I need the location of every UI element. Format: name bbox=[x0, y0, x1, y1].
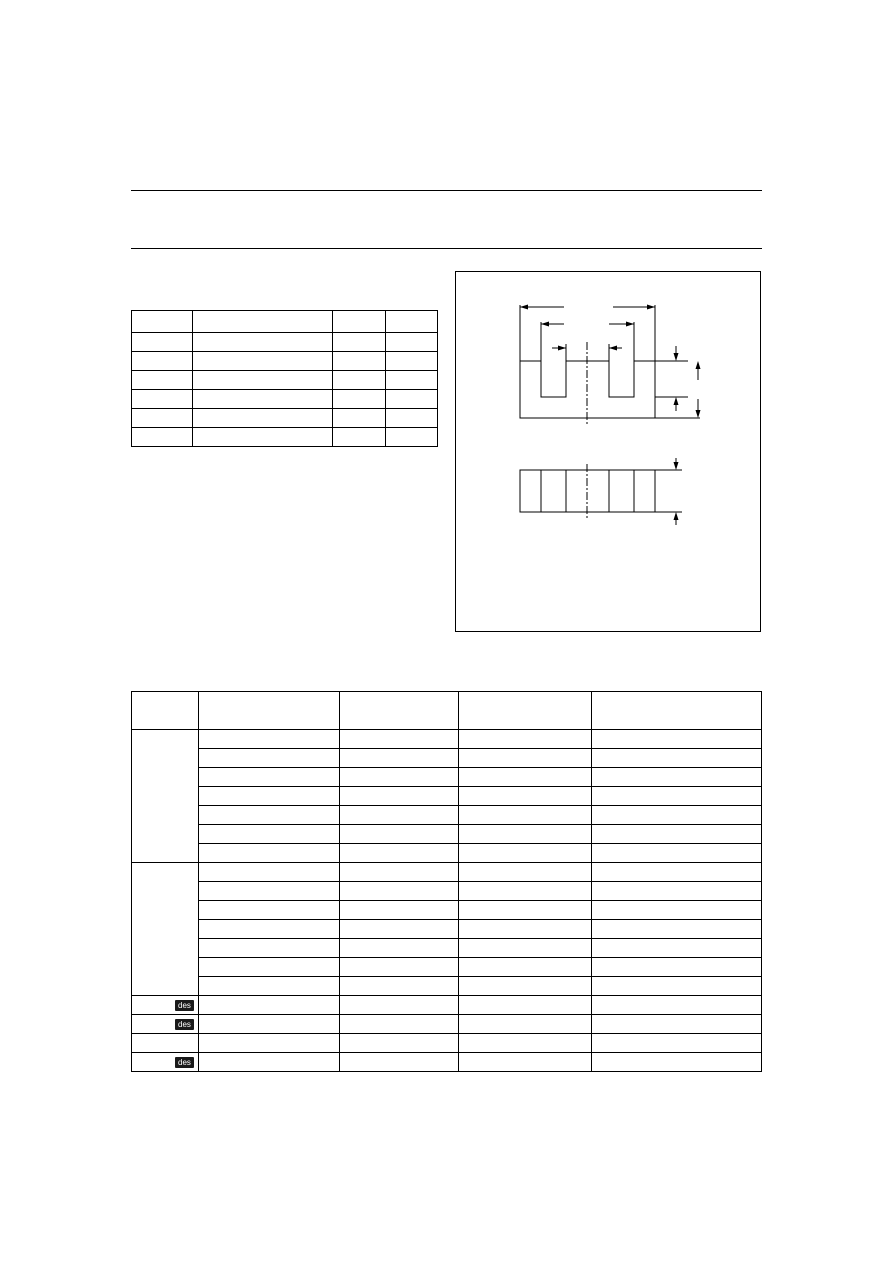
table-cell bbox=[198, 958, 339, 977]
table-row bbox=[132, 863, 762, 882]
arrow-icon bbox=[520, 305, 528, 310]
table-cell bbox=[592, 901, 762, 920]
table-cell bbox=[198, 939, 339, 958]
table-cell bbox=[132, 371, 193, 390]
table-cell bbox=[339, 787, 459, 806]
table-row bbox=[132, 409, 438, 428]
table-cell bbox=[386, 333, 438, 352]
table-cell bbox=[333, 371, 386, 390]
status-badge: des bbox=[175, 1057, 194, 1068]
table-row bbox=[132, 977, 762, 996]
table-cell bbox=[192, 409, 333, 428]
table-cell bbox=[192, 390, 333, 409]
table-row bbox=[132, 333, 438, 352]
grade-cell bbox=[132, 1034, 199, 1053]
grades-table bbox=[131, 691, 762, 1072]
table-cell bbox=[592, 1015, 762, 1034]
header-cell bbox=[386, 311, 438, 333]
table-cell bbox=[386, 428, 438, 447]
table-cell bbox=[592, 939, 762, 958]
table-cell bbox=[339, 901, 459, 920]
table-cell bbox=[333, 352, 386, 371]
table-cell bbox=[592, 825, 762, 844]
table-cell bbox=[333, 428, 386, 447]
table-cell bbox=[459, 787, 592, 806]
table-cell bbox=[339, 996, 459, 1015]
table-cell bbox=[198, 863, 339, 882]
table-row bbox=[132, 996, 762, 1015]
core-dimension-drawing bbox=[456, 272, 762, 633]
table-cell bbox=[132, 390, 193, 409]
table-cell bbox=[592, 787, 762, 806]
table-cell bbox=[459, 996, 592, 1015]
table-cell bbox=[592, 1053, 762, 1072]
group-cell bbox=[132, 730, 199, 863]
table-cell bbox=[198, 730, 339, 749]
header-cell bbox=[459, 692, 592, 730]
table-cell bbox=[198, 787, 339, 806]
arrow-icon bbox=[696, 410, 701, 418]
top-rule bbox=[131, 190, 762, 191]
table-cell bbox=[592, 882, 762, 901]
table-cell bbox=[339, 882, 459, 901]
table-cell bbox=[386, 409, 438, 428]
table-cell bbox=[132, 428, 193, 447]
table-cell bbox=[132, 352, 193, 371]
arrow-icon bbox=[558, 346, 566, 351]
table-cell bbox=[198, 806, 339, 825]
table-cell bbox=[459, 977, 592, 996]
header-cell bbox=[132, 692, 199, 730]
table-cell bbox=[198, 1034, 339, 1053]
table-cell bbox=[198, 996, 339, 1015]
table-cell bbox=[459, 825, 592, 844]
arrow-icon bbox=[674, 462, 679, 470]
table-cell bbox=[198, 882, 339, 901]
arrow-icon bbox=[696, 361, 701, 369]
table-cell bbox=[333, 333, 386, 352]
table-cell bbox=[459, 882, 592, 901]
table-cell bbox=[459, 958, 592, 977]
arrow-icon bbox=[674, 512, 679, 520]
grade-cell bbox=[132, 1015, 199, 1034]
table-cell bbox=[339, 806, 459, 825]
group-cell bbox=[132, 863, 199, 996]
table-cell bbox=[592, 844, 762, 863]
table-cell bbox=[339, 939, 459, 958]
arrow-icon bbox=[674, 353, 679, 361]
table-cell bbox=[198, 920, 339, 939]
table-row bbox=[132, 352, 438, 371]
table-cell bbox=[198, 749, 339, 768]
table-cell bbox=[198, 844, 339, 863]
table-row bbox=[132, 749, 762, 768]
table-cell bbox=[339, 958, 459, 977]
table-cell bbox=[132, 409, 193, 428]
e-core-side-view bbox=[520, 470, 655, 512]
table-cell bbox=[333, 390, 386, 409]
table-row bbox=[132, 882, 762, 901]
table-row bbox=[132, 920, 762, 939]
table-cell bbox=[459, 768, 592, 787]
table-cell bbox=[333, 409, 386, 428]
table-cell bbox=[592, 958, 762, 977]
table-cell bbox=[198, 901, 339, 920]
table-row bbox=[132, 1015, 762, 1034]
table-cell bbox=[592, 996, 762, 1015]
core-drawing-frame bbox=[455, 271, 761, 632]
table-row bbox=[132, 806, 762, 825]
table-cell bbox=[459, 1053, 592, 1072]
table-cell bbox=[339, 1015, 459, 1034]
header-cell bbox=[198, 692, 339, 730]
table-header-row bbox=[132, 692, 762, 730]
table-cell bbox=[592, 920, 762, 939]
header-cell bbox=[339, 692, 459, 730]
table-cell bbox=[192, 371, 333, 390]
table-cell bbox=[386, 390, 438, 409]
arrow-icon bbox=[609, 346, 617, 351]
grade-cell bbox=[132, 996, 199, 1015]
table-cell bbox=[132, 333, 193, 352]
table-row bbox=[132, 1053, 762, 1072]
table-cell bbox=[459, 1015, 592, 1034]
table-row bbox=[132, 939, 762, 958]
table-row bbox=[132, 1034, 762, 1053]
header-cell bbox=[333, 311, 386, 333]
table-cell bbox=[592, 749, 762, 768]
table-cell bbox=[339, 844, 459, 863]
table-cell bbox=[592, 806, 762, 825]
table-cell bbox=[339, 749, 459, 768]
table-cell bbox=[386, 352, 438, 371]
dimensions-table bbox=[131, 310, 438, 447]
table-cell bbox=[459, 749, 592, 768]
table-cell bbox=[339, 920, 459, 939]
table-cell bbox=[198, 768, 339, 787]
table-cell bbox=[198, 825, 339, 844]
table-cell bbox=[459, 863, 592, 882]
table-cell bbox=[459, 1034, 592, 1053]
grade-cell bbox=[132, 1053, 199, 1072]
table-cell bbox=[339, 977, 459, 996]
table-cell bbox=[459, 939, 592, 958]
table-row bbox=[132, 901, 762, 920]
table-cell bbox=[459, 920, 592, 939]
table-cell bbox=[339, 1034, 459, 1053]
table-cell bbox=[339, 825, 459, 844]
table-cell bbox=[386, 371, 438, 390]
header-rule bbox=[131, 248, 762, 249]
table-cell bbox=[459, 730, 592, 749]
table-cell bbox=[592, 977, 762, 996]
table-cell bbox=[192, 428, 333, 447]
table-cell bbox=[339, 863, 459, 882]
arrow-icon bbox=[647, 305, 655, 310]
table-row bbox=[132, 844, 762, 863]
table-row bbox=[132, 825, 762, 844]
arrow-icon bbox=[626, 322, 634, 327]
header-cell bbox=[132, 311, 193, 333]
table-cell bbox=[459, 806, 592, 825]
table-header-row bbox=[132, 311, 438, 333]
table-cell bbox=[592, 768, 762, 787]
table-row bbox=[132, 730, 762, 749]
table-cell bbox=[459, 901, 592, 920]
arrow-icon bbox=[541, 322, 549, 327]
table-cell bbox=[339, 1053, 459, 1072]
table-cell bbox=[592, 1034, 762, 1053]
table-cell bbox=[198, 1053, 339, 1072]
table-row bbox=[132, 958, 762, 977]
table-row bbox=[132, 787, 762, 806]
table-row bbox=[132, 390, 438, 409]
table-cell bbox=[192, 333, 333, 352]
table-row bbox=[132, 428, 438, 447]
table-cell bbox=[339, 730, 459, 749]
table-cell bbox=[592, 863, 762, 882]
table-row bbox=[132, 768, 762, 787]
status-badge: des bbox=[175, 1000, 194, 1011]
table-row bbox=[132, 371, 438, 390]
arrow-icon bbox=[674, 397, 679, 405]
header-cell bbox=[192, 311, 333, 333]
status-badge: des bbox=[175, 1019, 194, 1030]
table-cell bbox=[198, 1015, 339, 1034]
table-cell bbox=[192, 352, 333, 371]
table-cell bbox=[459, 844, 592, 863]
table-cell bbox=[592, 730, 762, 749]
header-cell bbox=[592, 692, 762, 730]
table-cell bbox=[339, 768, 459, 787]
table-cell bbox=[198, 977, 339, 996]
